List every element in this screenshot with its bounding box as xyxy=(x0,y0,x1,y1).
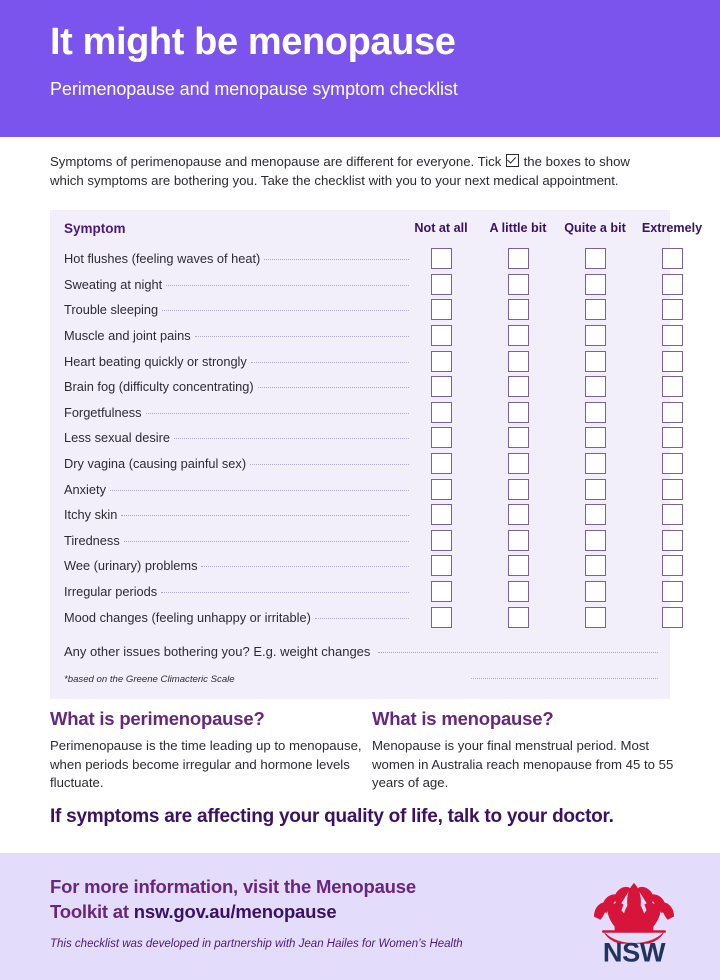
checkbox-a-little-bit[interactable] xyxy=(508,351,529,372)
table-row xyxy=(50,323,670,349)
checkbox-quite-a-bit[interactable] xyxy=(585,274,606,295)
checkbox-cell xyxy=(640,248,704,269)
dotted-leader xyxy=(162,310,409,311)
other-issues-write-in-line-2[interactable] xyxy=(471,678,658,679)
checkbox-cell xyxy=(640,402,704,423)
footer-headline xyxy=(50,875,520,924)
symptom-label-cell xyxy=(64,507,409,522)
checkbox-a-little-bit[interactable] xyxy=(508,427,529,448)
symptom-label-cell xyxy=(64,302,409,317)
checkbox-quite-a-bit[interactable] xyxy=(585,530,606,551)
symptom-label-cell xyxy=(64,558,409,573)
checklist-footnote: *based on the Greene Climacteric Scale xyxy=(64,673,235,685)
checkbox-not-at-all[interactable] xyxy=(431,607,452,628)
checkbox-extremely[interactable] xyxy=(662,274,683,295)
page-footer xyxy=(0,853,720,980)
checkbox-quite-a-bit[interactable] xyxy=(585,427,606,448)
checkbox-cell xyxy=(640,325,704,346)
dotted-leader xyxy=(315,618,409,619)
definition-body: Menopause is your final menstrual period. Most women in Australia reach menopause from 45 to 55 years of age. xyxy=(372,738,674,791)
page-header xyxy=(0,0,720,137)
other-issues-write-in-line[interactable] xyxy=(378,652,658,653)
checkbox-cell xyxy=(486,427,550,448)
checkbox-cell xyxy=(640,274,704,295)
checkbox-a-little-bit[interactable] xyxy=(508,248,529,269)
table-row xyxy=(50,374,670,400)
checkbox-a-little-bit[interactable] xyxy=(508,402,529,423)
column-header-quite-a-bit: Quite a bit xyxy=(564,221,626,235)
checkbox-extremely[interactable] xyxy=(662,402,683,423)
checkbox-cell xyxy=(486,299,550,320)
checkbox-quite-a-bit[interactable] xyxy=(585,248,606,269)
table-row xyxy=(50,425,670,451)
checkbox-not-at-all[interactable] xyxy=(431,555,452,576)
checkbox-cell xyxy=(486,607,550,628)
checkbox-cell xyxy=(486,248,550,269)
other-issues-row xyxy=(50,630,670,666)
footer-url[interactable]: nsw.gov.au/menopause xyxy=(133,900,337,922)
dotted-leader xyxy=(250,464,409,465)
checkbox-cell xyxy=(563,504,627,525)
checkbox-cell xyxy=(409,453,473,474)
checkbox-quite-a-bit[interactable] xyxy=(585,299,606,320)
checkbox-cell xyxy=(409,351,473,372)
checkbox-cell xyxy=(409,607,473,628)
footer-headline-line2-prefix: Toolkit at xyxy=(50,900,134,922)
symptom-label-cell xyxy=(64,251,409,266)
definition-body: Perimenopause is the time leading up to menopause, when periods become irregular and hormone levels fluctuate. xyxy=(50,738,362,791)
footer-headline-line1: For more information, visit the Menopause xyxy=(50,876,416,897)
checkbox-cell xyxy=(486,325,550,346)
other-issues-label: Any other issues bothering you? E.g. weight changes xyxy=(64,643,371,659)
checkbox-extremely[interactable] xyxy=(662,555,683,576)
checkbox-cell xyxy=(563,402,627,423)
table-row xyxy=(50,528,670,554)
table-row xyxy=(50,297,670,323)
symptom-label: Anxiety xyxy=(64,481,106,497)
dotted-leader xyxy=(146,413,409,414)
checkbox-cell xyxy=(563,427,627,448)
checkbox-cell xyxy=(563,555,627,576)
symptom-label-cell xyxy=(64,482,409,497)
checkbox-a-little-bit[interactable] xyxy=(508,607,529,628)
checkbox-extremely[interactable] xyxy=(662,479,683,500)
table-row xyxy=(50,553,670,579)
symptom-label: Heart beating quickly or strongly xyxy=(64,353,247,369)
intro-text-after: the boxes to show which symptoms are bothering you. Take the checklist with you to your next medical appointment. xyxy=(50,154,630,189)
checkbox-not-at-all[interactable] xyxy=(431,479,452,500)
checkbox-quite-a-bit[interactable] xyxy=(585,376,606,397)
dotted-leader xyxy=(195,336,409,337)
checkbox-not-at-all[interactable] xyxy=(431,453,452,474)
checkbox-cell xyxy=(563,248,627,269)
checkbox-cell xyxy=(486,351,550,372)
checkbox-cell xyxy=(409,402,473,423)
checkbox-not-at-all[interactable] xyxy=(431,299,452,320)
checkbox-extremely[interactable] xyxy=(662,453,683,474)
checkbox-cell xyxy=(640,530,704,551)
table-row xyxy=(50,476,670,502)
page-subtitle: Perimenopause and menopause symptom checklist xyxy=(50,79,458,100)
checkbox-cell xyxy=(563,581,627,602)
checkbox-cell xyxy=(486,530,550,551)
checkbox-cell xyxy=(640,581,704,602)
dotted-leader xyxy=(201,566,409,567)
svg-text:NSW: NSW xyxy=(602,936,666,963)
checkbox-cell xyxy=(563,274,627,295)
symptom-label: Brain fog (difficulty concentrating) xyxy=(64,379,254,395)
checkbox-cell xyxy=(409,299,473,320)
checkbox-cell xyxy=(640,555,704,576)
checkbox-cell xyxy=(640,427,704,448)
checkbox-cell xyxy=(409,325,473,346)
symptom-label-cell xyxy=(64,328,409,343)
checkbox-cell xyxy=(486,479,550,500)
symptom-label: Trouble sleeping xyxy=(64,302,159,318)
table-row xyxy=(50,400,670,426)
definitions-section xyxy=(50,708,680,793)
checkbox-cell xyxy=(640,299,704,320)
table-row xyxy=(50,272,670,298)
symptom-label-cell xyxy=(64,354,409,369)
checkbox-cell xyxy=(486,274,550,295)
dotted-leader xyxy=(161,592,409,593)
dotted-leader xyxy=(110,490,409,491)
checkbox-a-little-bit[interactable] xyxy=(508,453,529,474)
checklist-footnote-row xyxy=(50,666,670,699)
checkbox-not-at-all[interactable] xyxy=(431,248,452,269)
checkbox-quite-a-bit[interactable] xyxy=(585,607,606,628)
checkbox-quite-a-bit[interactable] xyxy=(585,351,606,372)
column-header-not-at-all: Not at all xyxy=(414,221,468,235)
checkbox-cell xyxy=(640,607,704,628)
checkbox-quite-a-bit[interactable] xyxy=(585,555,606,576)
checklist-rows xyxy=(50,246,670,630)
checkbox-cell xyxy=(640,376,704,397)
dotted-leader xyxy=(174,438,409,439)
checked-box-icon xyxy=(506,154,519,167)
intro-text-before: Symptoms of perimenopause and menopause are different for everyone. Tick xyxy=(50,154,505,169)
symptom-label-cell xyxy=(64,456,409,471)
symptom-label: Less sexual desire xyxy=(64,430,170,446)
checkbox-extremely[interactable] xyxy=(662,351,683,372)
checkbox-cell xyxy=(563,351,627,372)
checkbox-cell xyxy=(409,504,473,525)
checkbox-a-little-bit[interactable] xyxy=(508,274,529,295)
symptom-label-cell xyxy=(64,277,409,292)
checkbox-cell xyxy=(640,504,704,525)
table-row xyxy=(50,502,670,528)
checkbox-cell xyxy=(563,299,627,320)
table-row xyxy=(50,246,670,272)
checkbox-quite-a-bit[interactable] xyxy=(585,504,606,525)
symptom-label-cell xyxy=(64,533,409,548)
checkbox-extremely[interactable] xyxy=(662,248,683,269)
checkbox-cell xyxy=(563,479,627,500)
symptom-checklist-panel xyxy=(50,210,703,699)
checkbox-a-little-bit[interactable] xyxy=(508,325,529,346)
table-row xyxy=(50,348,670,374)
definition-menopause xyxy=(372,708,680,793)
definition-perimenopause xyxy=(50,708,372,793)
symptom-label-cell xyxy=(64,379,409,394)
checkbox-not-at-all[interactable] xyxy=(431,402,452,423)
checkbox-not-at-all[interactable] xyxy=(431,504,452,525)
symptom-label: Itchy skin xyxy=(64,507,118,523)
dotted-leader xyxy=(124,541,409,542)
checkbox-extremely[interactable] xyxy=(662,325,683,346)
checkbox-cell xyxy=(563,376,627,397)
checkbox-not-at-all[interactable] xyxy=(431,530,452,551)
checkbox-cell xyxy=(486,504,550,525)
checkbox-quite-a-bit[interactable] xyxy=(585,453,606,474)
definition-title: What is perimenopause? xyxy=(50,708,265,729)
dotted-leader xyxy=(251,362,409,363)
checkbox-cell xyxy=(409,427,473,448)
symptom-label-cell xyxy=(64,430,409,445)
checkbox-cell xyxy=(486,581,550,602)
column-header-a-little-bit: A little bit xyxy=(489,221,547,235)
checkbox-cell xyxy=(640,479,704,500)
checkbox-cell xyxy=(563,453,627,474)
checkbox-not-at-all[interactable] xyxy=(431,274,452,295)
symptom-label: Wee (urinary) problems xyxy=(64,558,198,574)
checkbox-quite-a-bit[interactable] xyxy=(585,581,606,602)
checkbox-cell xyxy=(409,530,473,551)
column-header-symptom: Symptom xyxy=(64,220,126,236)
checkbox-a-little-bit[interactable] xyxy=(508,504,529,525)
callout-message: If symptoms are affecting your quality of life, talk to your doctor. xyxy=(50,806,614,827)
checkbox-cell xyxy=(409,479,473,500)
checkbox-a-little-bit[interactable] xyxy=(508,581,529,602)
checkbox-cell xyxy=(563,325,627,346)
checkbox-quite-a-bit[interactable] xyxy=(585,325,606,346)
checkbox-extremely[interactable] xyxy=(662,376,683,397)
checkbox-not-at-all[interactable] xyxy=(431,581,452,602)
footer-text-block xyxy=(50,875,520,950)
dotted-leader xyxy=(166,285,409,286)
checkbox-a-little-bit[interactable] xyxy=(508,376,529,397)
nsw-waratah-logo xyxy=(586,867,682,963)
checkbox-extremely[interactable] xyxy=(662,607,683,628)
checkbox-extremely[interactable] xyxy=(662,299,683,320)
symptom-label-cell xyxy=(64,405,409,420)
symptom-label: Muscle and joint pains xyxy=(64,328,191,344)
checkbox-cell xyxy=(640,351,704,372)
table-row xyxy=(50,451,670,477)
checkbox-cell xyxy=(409,555,473,576)
checkbox-quite-a-bit[interactable] xyxy=(585,479,606,500)
checklist-header-row xyxy=(50,210,703,246)
checkbox-cell xyxy=(409,274,473,295)
dotted-leader xyxy=(258,387,409,388)
checkbox-extremely[interactable] xyxy=(662,427,683,448)
symptom-label: Mood changes (feeling unhappy or irritable) xyxy=(64,609,311,625)
definition-title: What is menopause? xyxy=(372,708,554,729)
symptom-label-cell xyxy=(64,610,409,625)
checkbox-cell xyxy=(486,555,550,576)
checkbox-cell xyxy=(409,581,473,602)
intro-paragraph xyxy=(50,152,660,190)
checkbox-a-little-bit[interactable] xyxy=(508,530,529,551)
symptom-label: Irregular periods xyxy=(64,584,158,600)
checkbox-extremely[interactable] xyxy=(662,581,683,602)
checkbox-cell xyxy=(486,402,550,423)
checkbox-cell xyxy=(486,376,550,397)
checkbox-cell xyxy=(409,248,473,269)
symptom-label: Forgetfulness xyxy=(64,404,142,420)
symptom-label-cell xyxy=(64,584,409,599)
checkbox-cell xyxy=(563,607,627,628)
checkbox-extremely[interactable] xyxy=(662,530,683,551)
checkbox-not-at-all[interactable] xyxy=(431,351,452,372)
symptom-label: Tiredness xyxy=(64,532,120,548)
symptom-label: Hot flushes (feeling waves of heat) xyxy=(64,251,261,267)
checkbox-cell xyxy=(486,453,550,474)
table-row xyxy=(50,579,670,605)
checkbox-cell xyxy=(640,453,704,474)
checkbox-extremely[interactable] xyxy=(662,504,683,525)
checkbox-a-little-bit[interactable] xyxy=(508,555,529,576)
footer-partner-note: This checklist was developed in partnership with Jean Hailes for Women’s Health xyxy=(50,938,463,951)
page-title: It might be menopause xyxy=(50,21,456,63)
dotted-leader xyxy=(264,259,409,260)
checkbox-not-at-all[interactable] xyxy=(431,427,452,448)
column-header-extremely: Extremely xyxy=(641,221,703,235)
checkbox-a-little-bit[interactable] xyxy=(508,479,529,500)
checkbox-a-little-bit[interactable] xyxy=(508,299,529,320)
checkbox-not-at-all[interactable] xyxy=(431,325,452,346)
symptom-label: Dry vagina (causing painful sex) xyxy=(64,456,247,472)
checkbox-cell xyxy=(409,376,473,397)
checkbox-quite-a-bit[interactable] xyxy=(585,402,606,423)
checkbox-not-at-all[interactable] xyxy=(431,376,452,397)
table-row xyxy=(50,604,670,630)
checkbox-cell xyxy=(563,530,627,551)
symptom-label: Sweating at night xyxy=(64,276,163,292)
dotted-leader xyxy=(121,515,409,516)
